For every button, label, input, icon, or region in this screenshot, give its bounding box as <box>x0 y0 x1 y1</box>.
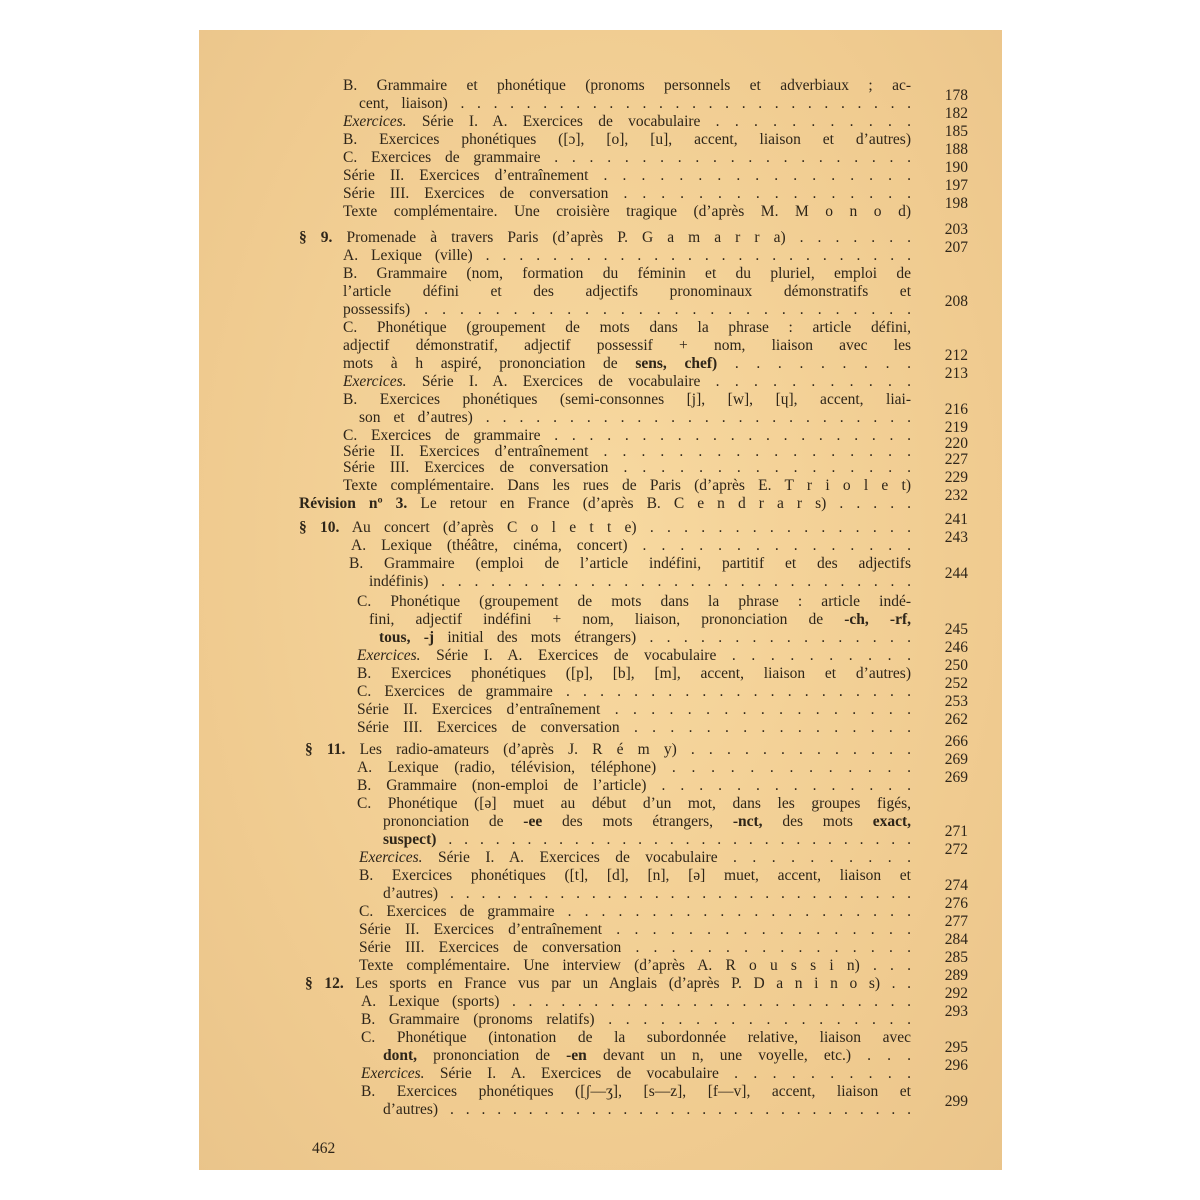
toc-line: B. Grammaire (nom, formation du féminin et du pluriel, emploi de <box>343 265 911 282</box>
toc-page-number: 299 <box>944 1093 968 1110</box>
toc-line: Texte complémentaire. Une croisière tragique (d’après M. M o n o d) <box>343 203 911 220</box>
toc-page-number: 266 <box>944 733 968 750</box>
toc-line: B. Grammaire et phonétique (pronoms personnels et adverbiaux ; ac- <box>343 77 911 94</box>
toc-line: § 9. Promenade à travers Paris (d’après P. G a m a r r a) . . . . . . . <box>299 229 911 246</box>
toc-line: Série II. Exercices d’entraînement . . . . . . . . . . . . . . . . . <box>359 921 911 938</box>
toc-line: § 10. Au concert (d’après C o l e t t e) . . . . . . . . . . . . . . . . <box>299 519 911 536</box>
toc-line: A. Lexique (sports) . . . . . . . . . . . . . . . . . . . . . . . . . <box>361 993 911 1010</box>
toc-line: C. Phonétique (groupement de mots dans la phrase : article indé- <box>357 593 911 610</box>
toc-line: A. Lexique (théâtre, cinéma, concert) . . . . . . . . . . . . . . . <box>351 537 911 554</box>
toc-page-number: 229 <box>944 469 968 486</box>
toc-line: tous, -j initial des mots étrangers) . . . . . . . . . . . . . . . . <box>379 629 911 646</box>
toc-line: l’article défini et des adjectifs pronominaux démonstratifs et <box>343 283 911 300</box>
page-number: 462 <box>312 1140 336 1157</box>
toc-line: Série II. Exercices d’entraînement . . . . . . . . . . . . . . . . . <box>343 167 911 184</box>
toc-page-number: 227 <box>944 451 968 468</box>
toc-page-number: 296 <box>944 1057 968 1074</box>
toc-page-number: 213 <box>944 365 968 382</box>
toc-line: C. Phonétique (intonation de la subordonnée relative, liaison avec <box>361 1029 911 1046</box>
toc-page-number: 232 <box>944 487 968 504</box>
toc-line: B. Grammaire (non-emploi de l’article) . . . . . . . . . . . . . . <box>357 777 911 794</box>
toc-line: adjectif démonstratif, adjectif possessif + nom, liaison avec les <box>343 337 911 354</box>
toc-page-number: 188 <box>944 141 968 158</box>
toc-page-number: 185 <box>944 123 968 140</box>
toc-line: suspect) . . . . . . . . . . . . . . . . . . . . . . . . . . . . . . <box>383 831 911 848</box>
toc-page-number: 274 <box>944 877 968 894</box>
toc-line: prononciation de -ee des mots étrangers, -nct, des mots exact, <box>383 813 911 830</box>
toc-page-number: 203 <box>944 221 968 238</box>
toc-page-number: 216 <box>944 401 968 418</box>
toc-page-number: 208 <box>944 293 968 310</box>
toc-page-number: 269 <box>944 751 968 768</box>
toc-line: Exercices. Série I. A. Exercices de vocabulaire . . . . . . . . . . <box>359 849 911 866</box>
toc-page-number: 241 <box>944 511 968 528</box>
toc-line: A. Lexique (ville) . . . . . . . . . . . . . . . . . . . . . . . . . . <box>343 247 911 264</box>
toc-page-number: 262 <box>944 711 968 728</box>
toc-line: Exercices. Série I. A. Exercices de vocabulaire . . . . . . . . . . <box>361 1065 911 1082</box>
toc-line: § 11. Les radio-amateurs (d’après J. R é m y) . . . . . . . . . . . . . <box>305 741 911 758</box>
toc-line: B. Exercices phonétiques ([ʃ—ʒ], [s—z], [f—v], accent, liaison et <box>361 1083 911 1100</box>
toc-page-number: 250 <box>944 657 968 674</box>
toc-line: Exercices. Série I. A. Exercices de vocabulaire . . . . . . . . . . <box>357 647 911 664</box>
toc-page-number: 271 <box>944 823 968 840</box>
toc-line: C. Exercices de grammaire . . . . . . . . . . . . . . . . . . . . . <box>357 683 911 700</box>
toc-page-number: 285 <box>944 949 968 966</box>
toc-line: d’autres) . . . . . . . . . . . . . . . . . . . . . . . . . . . . . . <box>383 885 911 902</box>
book-page <box>199 30 1002 1170</box>
toc-page-number: 182 <box>944 105 968 122</box>
toc-line: C. Phonétique (groupement de mots dans la phrase : article défini, <box>343 319 911 336</box>
toc-page-number: 219 <box>944 419 968 436</box>
toc-line: § 12. Les sports en France vus par un Anglais (d’après P. D a n i n o s) . . <box>305 975 911 992</box>
toc-line: dont, prononciation de -en devant un n, une voyelle, etc.) . . . <box>383 1047 911 1064</box>
toc-page-number: 253 <box>944 693 968 710</box>
toc-page-number: 220 <box>944 435 968 452</box>
toc-line: possessifs) . . . . . . . . . . . . . . . . . . . . . . . . . . . . <box>343 301 911 318</box>
toc-line: mots à h aspiré, prononciation de sens, chef) . . . . . . . . . <box>343 355 911 372</box>
toc-page-number: 284 <box>944 931 968 948</box>
toc-line: son et d’autres) . . . . . . . . . . . . . . . . . . . . . . . . . . <box>359 409 911 426</box>
toc-line: cent, liaison) . . . . . . . . . . . . . . . . . . . . . . . . . . . . <box>359 95 911 112</box>
toc-page-number: 295 <box>944 1039 968 1056</box>
toc-line: C. Exercices de grammaire . . . . . . . . . . . . . . . . . . . . . <box>343 427 911 444</box>
toc-page-number: 245 <box>944 621 968 638</box>
toc-line: Révision nº 3. Le retour en France (d’après B. C e n d r a r s) . . . . . <box>299 495 911 512</box>
toc-page-number: 190 <box>944 159 968 176</box>
toc-page-number: 244 <box>944 565 968 582</box>
toc-page-number: 272 <box>944 841 968 858</box>
toc-page-number: 277 <box>944 913 968 930</box>
toc-page-number: 243 <box>944 529 968 546</box>
toc-page-number: 292 <box>944 985 968 1002</box>
toc-line: Exercices. Série I. A. Exercices de vocabulaire . . . . . . . . . . . <box>343 113 911 130</box>
toc-page-number: 212 <box>944 347 968 364</box>
toc-page-number: 246 <box>944 639 968 656</box>
toc-line: d’autres) . . . . . . . . . . . . . . . . . . . . . . . . . . . . . . <box>383 1101 911 1118</box>
toc-line: Série II. Exercices d’entraînement . . . . . . . . . . . . . . . . . <box>343 443 911 460</box>
toc-page-number: 293 <box>944 1003 968 1020</box>
toc-line: indéfinis) . . . . . . . . . . . . . . . . . . . . . . . . . . . . . <box>369 573 911 590</box>
toc-line: C. Phonétique ([ə] muet au début d’un mot, dans les groupes figés, <box>357 795 911 812</box>
toc-page-number: 252 <box>944 675 968 692</box>
toc-line: Série III. Exercices de conversation . . . . . . . . . . . . . . . . <box>343 459 911 476</box>
toc-page-number: 276 <box>944 895 968 912</box>
toc-page-number: 198 <box>944 195 968 212</box>
toc-line: B. Exercices phonétiques ([ɔ], [o], [u], accent, liaison et d’autres) <box>343 131 911 148</box>
toc-line: Exercices. Série I. A. Exercices de vocabulaire . . . . . . . . . . . <box>343 373 911 390</box>
toc-line: B. Exercices phonétiques ([p], [b], [m], accent, liaison et d’autres) <box>357 665 911 682</box>
toc-line: Texte complémentaire. Dans les rues de Paris (d’après E. T r i o l e t) <box>343 477 911 494</box>
toc-line: B. Grammaire (emploi de l’article indéfini, partitif et des adjectifs <box>349 555 911 572</box>
toc-line: Série III. Exercices de conversation . . . . . . . . . . . . . . . . <box>359 939 911 956</box>
toc-page-number: 289 <box>944 967 968 984</box>
toc-line: Série III. Exercices de conversation . . . . . . . . . . . . . . . . <box>343 185 911 202</box>
toc-page-number: 207 <box>944 239 968 256</box>
toc-line: Texte complémentaire. Une interview (d’après A. R o u s s i n) . . . <box>359 957 911 974</box>
toc-page-number: 178 <box>944 87 968 104</box>
toc-line: Série III. Exercices de conversation . . . . . . . . . . . . . . . . <box>357 719 911 736</box>
toc-line: fini, adjectif indéfini + nom, liaison, prononciation de -ch, -rf, <box>369 611 911 628</box>
toc-page-number: 269 <box>944 769 968 786</box>
toc-line: B. Exercices phonétiques ([t], [d], [n], [ə] muet, accent, liaison et <box>359 867 911 884</box>
toc-line: B. Grammaire (pronoms relatifs) . . . . . . . . . . . . . . . . . . <box>361 1011 911 1028</box>
toc-line: C. Exercices de grammaire . . . . . . . . . . . . . . . . . . . . . <box>359 903 911 920</box>
toc-page-number: 197 <box>944 177 968 194</box>
toc-line: B. Exercices phonétiques (semi-consonnes [j], [w], [ɥ], accent, liai- <box>343 391 911 408</box>
toc-line: A. Lexique (radio, télévision, téléphone) . . . . . . . . . . . . . <box>357 759 911 776</box>
toc-line: C. Exercices de grammaire . . . . . . . . . . . . . . . . . . . . . <box>343 149 911 166</box>
toc-line: Série II. Exercices d’entraînement . . . . . . . . . . . . . . . . . <box>357 701 911 718</box>
